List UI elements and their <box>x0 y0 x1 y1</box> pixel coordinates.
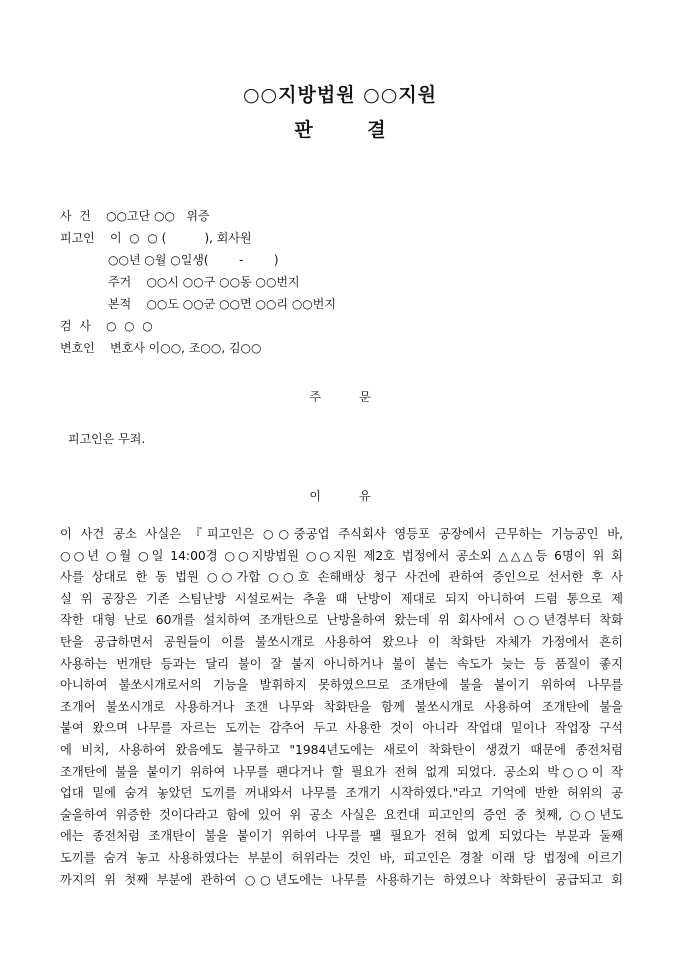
reasons-line: 이 사건 공소 사실은 『피고인은 ○○중공업 주식회사 영등포 공장에서 근무하는 기능공인 바, <box>60 527 623 541</box>
reasons-line: 붙여 왔으며 나무를 자르는 도끼는 감추어 두고 사용한 것이 아니라 작업대 밑이나 작업장 구석 <box>60 721 623 736</box>
reasons-line: 사를 상대로 한 동 법원 ○○가합 ○○호 손해배상 청구 사건에 관하여 증인으로 선서한 후 사 <box>60 570 623 585</box>
reasons-line: 사용하는 번개탄 등과는 달리 불이 잘 붙지 아니하거나 불이 붙는 속도가 늦는 등 품질이 좋지 <box>60 656 623 671</box>
ruling-text: 피고인은 무죄. <box>68 432 146 446</box>
reasons-line: 업대 밑에 숨겨 놓았던 도끼를 꺼내와서 나무를 조개기 시작하였다."라고 기억에 반한 허위의 공 <box>60 786 623 801</box>
reasons-line: 에는 종전처럼 조개탄이 불을 붙이기 위하여 나무를 팰 필요가 전혀 없게 되었다는 부분과 둘째 <box>60 829 623 844</box>
reasons-heading: 이 유 <box>309 489 371 503</box>
reasons-body <box>60 524 623 891</box>
reasons-line: 까지의 위 첫째 부분에 관하여 ○○년도에는 나무를 사용하기는 하였으나 착화탄이 공급되고 회 <box>60 872 623 887</box>
reasons-line: ○○년 ○월 ○일 14:00경 ○○지방법원 ○○지원 제2호 법정에서 공소외 △△△등 6명이 위 회 <box>60 548 623 563</box>
ruling-heading: 주 문 <box>309 390 371 404</box>
defendant-line: 피고인 이 ○ ○ ( ), 회사원 <box>60 231 252 245</box>
reasons-line: 실 위 공장은 기존 스팀난방 시설로써는 추울 때 난방이 제대로 되지 아니하여 드럼 통으로 제 <box>60 591 623 606</box>
reasons-line: 아니하여 불쏘시개로서의 기능을 발휘하지 못하였으므로 조개탄에 불을 붙이기 위하여 나무를 <box>60 678 623 693</box>
reasons-line: 술을하여 위증한 것이다라고 함에 있어 위 공소 사실은 요컨대 피고인의 증언 중 첫째, ○○년도 <box>60 807 623 822</box>
birth-line: ○○년 ○월 ○일생( - ) <box>108 253 279 267</box>
court-name: ○○지방법원 ○○지원 <box>242 84 438 106</box>
case-line: 사 건 ○○고단 ○○ 위증 <box>60 209 210 223</box>
document-type: 판 결 <box>294 119 386 141</box>
reasons-line: 도끼를 숨겨 놓고 사용하였다는 부분이 허위라는 것인 바, 피고인은 경찰 이래 당 법정에 이르기 <box>60 850 623 865</box>
reasons-line: 조개어 불쏘시개로 사용하거나 조갠 나무와 착화탄을 함께 불쏘시개로 사용하여 조개탄에 불을 <box>60 699 623 714</box>
counsel-line: 변호인 변호사 이○○, 조○○, 김○○ <box>60 341 262 355</box>
reasons-line: 조개탄에 불을 붙이기 위하여 나무를 팬다거나 할 필요가 전혀 없게 되었다. 공소외 박○○이 작 <box>60 764 623 779</box>
residence-line: 주거 ○○시 ○○구 ○○동 ○○번지 <box>108 275 300 289</box>
prosecutor-line: 검 사 ○ ○ ○ <box>60 319 153 333</box>
reasons-line: 탄을 공급하면서 공원들이 이를 불쏘시개로 사용하여 왔으나 이 착화탄 자체가 가정에서 흔히 <box>60 634 623 649</box>
domicile-line: 본적 ○○도 ○○군 ○○면 ○○리 ○○번지 <box>108 297 336 311</box>
reasons-line: 작한 대형 난로 60개를 설치하여 조개탄으로 난방을하여 왔는데 위 회사에서 ○○년경부터 착화 <box>60 613 623 628</box>
reasons-line: 에 비치, 사용하여 왔음에도 불구하고 "1984년도에는 새로이 착화탄이 생겼기 때문에 종전처럼 <box>60 742 623 757</box>
